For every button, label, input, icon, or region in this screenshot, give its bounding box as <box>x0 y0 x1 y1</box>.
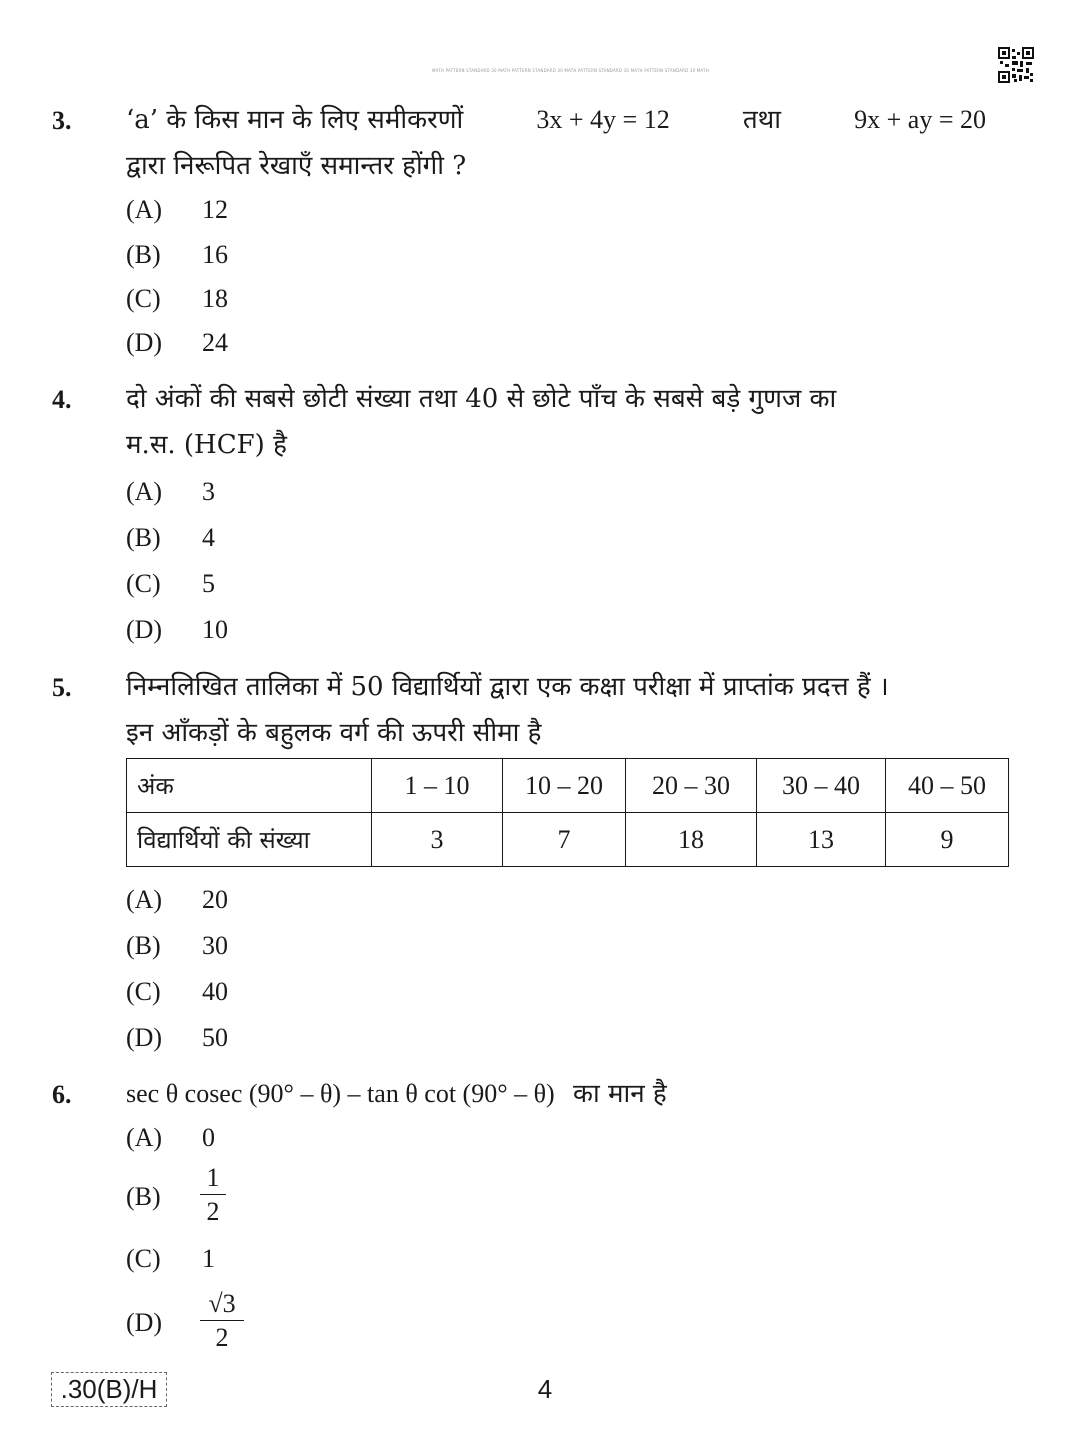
option-d: (D) 10 <box>126 615 228 644</box>
option-d: (D) 24 <box>126 328 228 357</box>
question-line: दो अंकों की सबसे छोटी संख्या तथा 40 से छोटे पाँच के सबसे बड़े गुणज का <box>126 384 837 414</box>
option-a: (A) 3 <box>126 477 215 506</box>
marks-table <box>126 758 1009 867</box>
table-cell: 10 – 20 <box>503 759 626 813</box>
row-header: अंक <box>127 759 372 813</box>
option-b: (B) 4 <box>126 523 215 552</box>
table-row <box>127 759 1009 813</box>
question-number: 6. <box>52 1080 72 1109</box>
table-cell: 13 <box>757 813 886 867</box>
option-c: (C) 5 <box>126 569 215 598</box>
table-cell: 7 <box>503 813 626 867</box>
option-a: (A) 20 <box>126 885 228 914</box>
table-cell: 20 – 30 <box>626 759 757 813</box>
equation-2: 9x + ay = 20 <box>854 105 986 134</box>
header-microtext: MATH PATTERN STANDARD 30 MATH PATTERN STANDARD 30 MATH PATTERN STANDARD 30 MATH PATTERN STANDARD 30 MATH <box>432 68 709 73</box>
qr-code-icon <box>998 47 1034 83</box>
table-cell: 3 <box>372 813 503 867</box>
option-c: (C) 40 <box>126 977 228 1006</box>
option-b: (B) 16 <box>126 240 228 269</box>
table-cell: 40 – 50 <box>886 759 1009 813</box>
question-number: 3. <box>52 106 72 135</box>
question-phrase: का मान है <box>572 1079 667 1109</box>
option-c: (C) 1 <box>126 1244 215 1273</box>
question-text <box>126 97 986 189</box>
option-a: (A) 0 <box>126 1123 215 1152</box>
question-phrase: ‘a’ के किस मान के लिए समीकरणों <box>126 105 464 135</box>
question-text <box>126 1071 986 1117</box>
question-line: निम्नलिखित तालिका में 50 विद्यार्थियों द्वारा एक कक्षा परीक्षा में प्राप्तांक प्रदत्त हैं । <box>126 672 889 702</box>
row-header: विद्यार्थियों की संख्या <box>127 813 372 867</box>
table-cell: 18 <box>626 813 757 867</box>
question-number: 5. <box>52 673 72 702</box>
trig-expression: sec θ cosec (90° – θ) – tan θ cot (90° – θ) <box>126 1079 555 1108</box>
option-d: (D) <box>126 1308 163 1337</box>
table-cell: 1 – 10 <box>372 759 503 813</box>
table-cell: 30 – 40 <box>757 759 886 813</box>
option-b: (B) 30 <box>126 931 228 960</box>
fraction-root3-over-2: √3 2 <box>200 1290 244 1352</box>
question-line <box>126 97 986 143</box>
question-text <box>126 664 986 756</box>
table-row <box>127 813 1009 867</box>
question-line: म.स. (HCF) है <box>126 430 287 460</box>
page-number: 4 <box>537 1374 553 1404</box>
equation-1: 3x + 4y = 12 <box>536 105 670 134</box>
question-number: 4. <box>52 385 72 414</box>
option-b: (B) <box>126 1182 161 1211</box>
question-line: इन आँकड़ों के बहुलक वर्ग की ऊपरी सीमा है <box>126 718 542 748</box>
paper-code: .30(B)/H <box>51 1372 167 1407</box>
question-text <box>126 376 986 468</box>
fraction-one-half: 1 2 <box>200 1164 226 1226</box>
table-cell: 9 <box>886 813 1009 867</box>
conjunction: तथा <box>742 105 781 135</box>
option-c: (C) 18 <box>126 284 228 313</box>
option-a: (A) 12 <box>126 195 228 224</box>
option-d: (D) 50 <box>126 1023 228 1052</box>
question-line: द्वारा निरूपित रेखाएँ समान्तर होंगी ? <box>126 151 467 181</box>
question-line <box>126 1071 986 1117</box>
